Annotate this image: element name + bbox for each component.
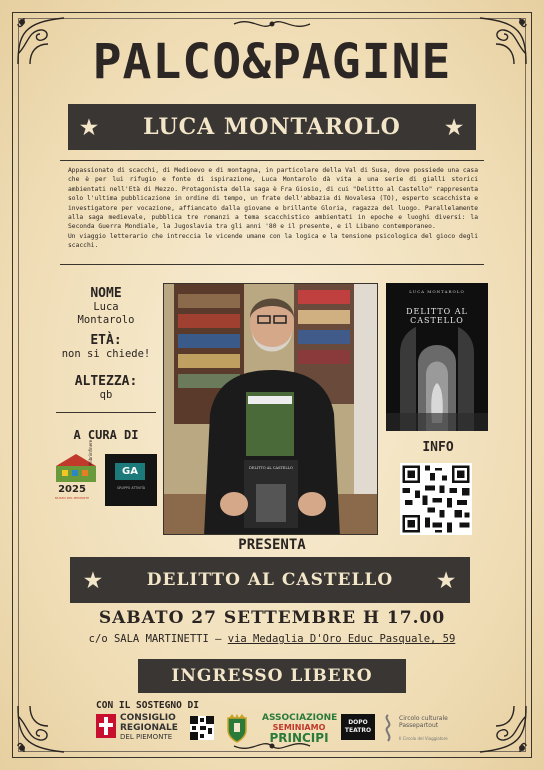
dopo-teatro-logo: [341, 714, 375, 740]
bio-paragraph: Appassionato di scacchi, di Medioevo e di montagna, in particolare della Val di Susa, dove possiede una casa che è per lui rifugio e fonte di ispirazione, Luca Montarolo dà vita a una serie di gialli storici ambientati nell'Età di Mezzo. Protagonista della saga è Fra Giosio, di cui "Delitto al Castello" rappresenta solo l'ultima pubblicazione in ordine di tempo, un frate dell'abbazia di Novalesa (TO), esperto scacchista e investigatore per vocazione, affiancato dalla giovane e brillante Gloria, ragazza del luogo. Parallelamente alla saga medievale, pubblica tre romanzi a tema scacchistico ambientati in epoche e luoghi diversi: la Seconda Guerra Mondiale, la Jugoslavia tra gli anni '80 e il presente, e il Libano contemporaneo.: [68, 167, 478, 231]
star-icon: ★: [80, 115, 99, 139]
book-title-banner: [70, 557, 470, 603]
free-entry-banner: INGRESSO LIBERO: [138, 659, 406, 693]
venue-name: c/o SALA MARTINETTI –: [88, 633, 228, 645]
pass-line: Circolo culturale: [399, 715, 448, 722]
assoc-line: PRINCIPI: [269, 731, 329, 745]
logo-sub: MUSEO DEL PIEMONTE: [54, 496, 90, 500]
qr-code-icon[interactable]: [400, 463, 472, 535]
star-icon: ★: [84, 568, 103, 592]
corner-flourish-icon: [476, 14, 530, 68]
black-logo-text: DOPO TEATRO: [344, 719, 372, 734]
pass-line: Passepartout: [399, 722, 439, 729]
key-icon: [380, 713, 396, 743]
divider: [60, 264, 484, 265]
profile-value: Luca Montarolo: [77, 301, 135, 326]
profile-height: [56, 374, 156, 402]
profile-label: ETÀ:: [90, 333, 122, 348]
event-book-title: DELITTO AL CASTELLO: [146, 570, 394, 590]
town-crest-icon: [226, 714, 248, 748]
author-name: LUCA MONTAROLO: [143, 114, 401, 140]
profile-label: ALTEZZA:: [74, 374, 138, 389]
event-venue: [56, 633, 488, 645]
ga-logo-mark: GA: [115, 463, 145, 480]
passepartout-logo: [380, 713, 470, 747]
small-qr-code-icon[interactable]: [190, 716, 214, 740]
sponsors-label: CON IL SOSTEGNO DI: [96, 700, 199, 711]
divider: [60, 160, 484, 161]
bio-paragraph: Un viaggio letterario che intreccia le vicende umane con la logica e la tensione psicologica del gioco degli scacchi.: [68, 232, 478, 250]
book-cover: [386, 283, 488, 431]
top-flourish-icon: [232, 14, 312, 34]
consiglio-line: DEL PIEMONTE: [120, 733, 173, 741]
profile-label: NOME: [90, 286, 122, 301]
poster-title: PALCO&PAGINE: [92, 34, 452, 90]
info-label: INFO: [422, 440, 454, 455]
author-photo: [163, 283, 378, 535]
corner-flourish-icon: [476, 702, 530, 756]
held-book-title: DELITTO AL CASTELLO: [249, 466, 293, 470]
presents-label: PRESENTA: [238, 537, 306, 553]
curated-by-label: A CURA DI: [73, 428, 139, 442]
assoc-line: ASSOCIAZIONE: [262, 713, 338, 723]
ga-logo-sub: GRUPPO ATTIVITÀ: [116, 486, 146, 490]
star-icon: ★: [445, 115, 464, 139]
profile-value: non si chiede!: [61, 348, 151, 360]
pass-line: Il Circolo del Viaggiatore: [399, 736, 448, 741]
consiglio-line: REGIONALE: [120, 722, 178, 733]
consiglio-regionale-logo: [96, 712, 188, 746]
corner-flourish-icon: [14, 702, 68, 756]
venue-address: via Medaglia D'Oro Educ Pasquale, 59: [227, 633, 456, 645]
divider: [56, 412, 156, 413]
cover-title: DELITTO AL CASTELLO: [406, 307, 468, 325]
ga-logo: [105, 454, 157, 506]
profile-name: [56, 286, 156, 327]
cross-flag-icon: [96, 714, 116, 738]
cover-author: LUCA MONTAROLO: [409, 289, 465, 294]
logo-year: 2025: [58, 484, 86, 495]
profile-value: qb: [99, 389, 113, 401]
seminiamo-principi-logo: [262, 713, 336, 747]
event-date: SABATO 27 SETTEMBRE H 17.00: [98, 608, 446, 628]
assoc-line: SEMINIAMO: [272, 723, 326, 732]
logo-side: #libriinfinere: [88, 439, 93, 466]
author-banner: [68, 104, 476, 150]
consiglio-line: CONSIGLIO: [120, 713, 176, 723]
author-bio: [68, 166, 478, 251]
profile-age: [56, 333, 156, 361]
star-icon: ★: [437, 568, 456, 592]
libri-logo: [52, 439, 100, 504]
